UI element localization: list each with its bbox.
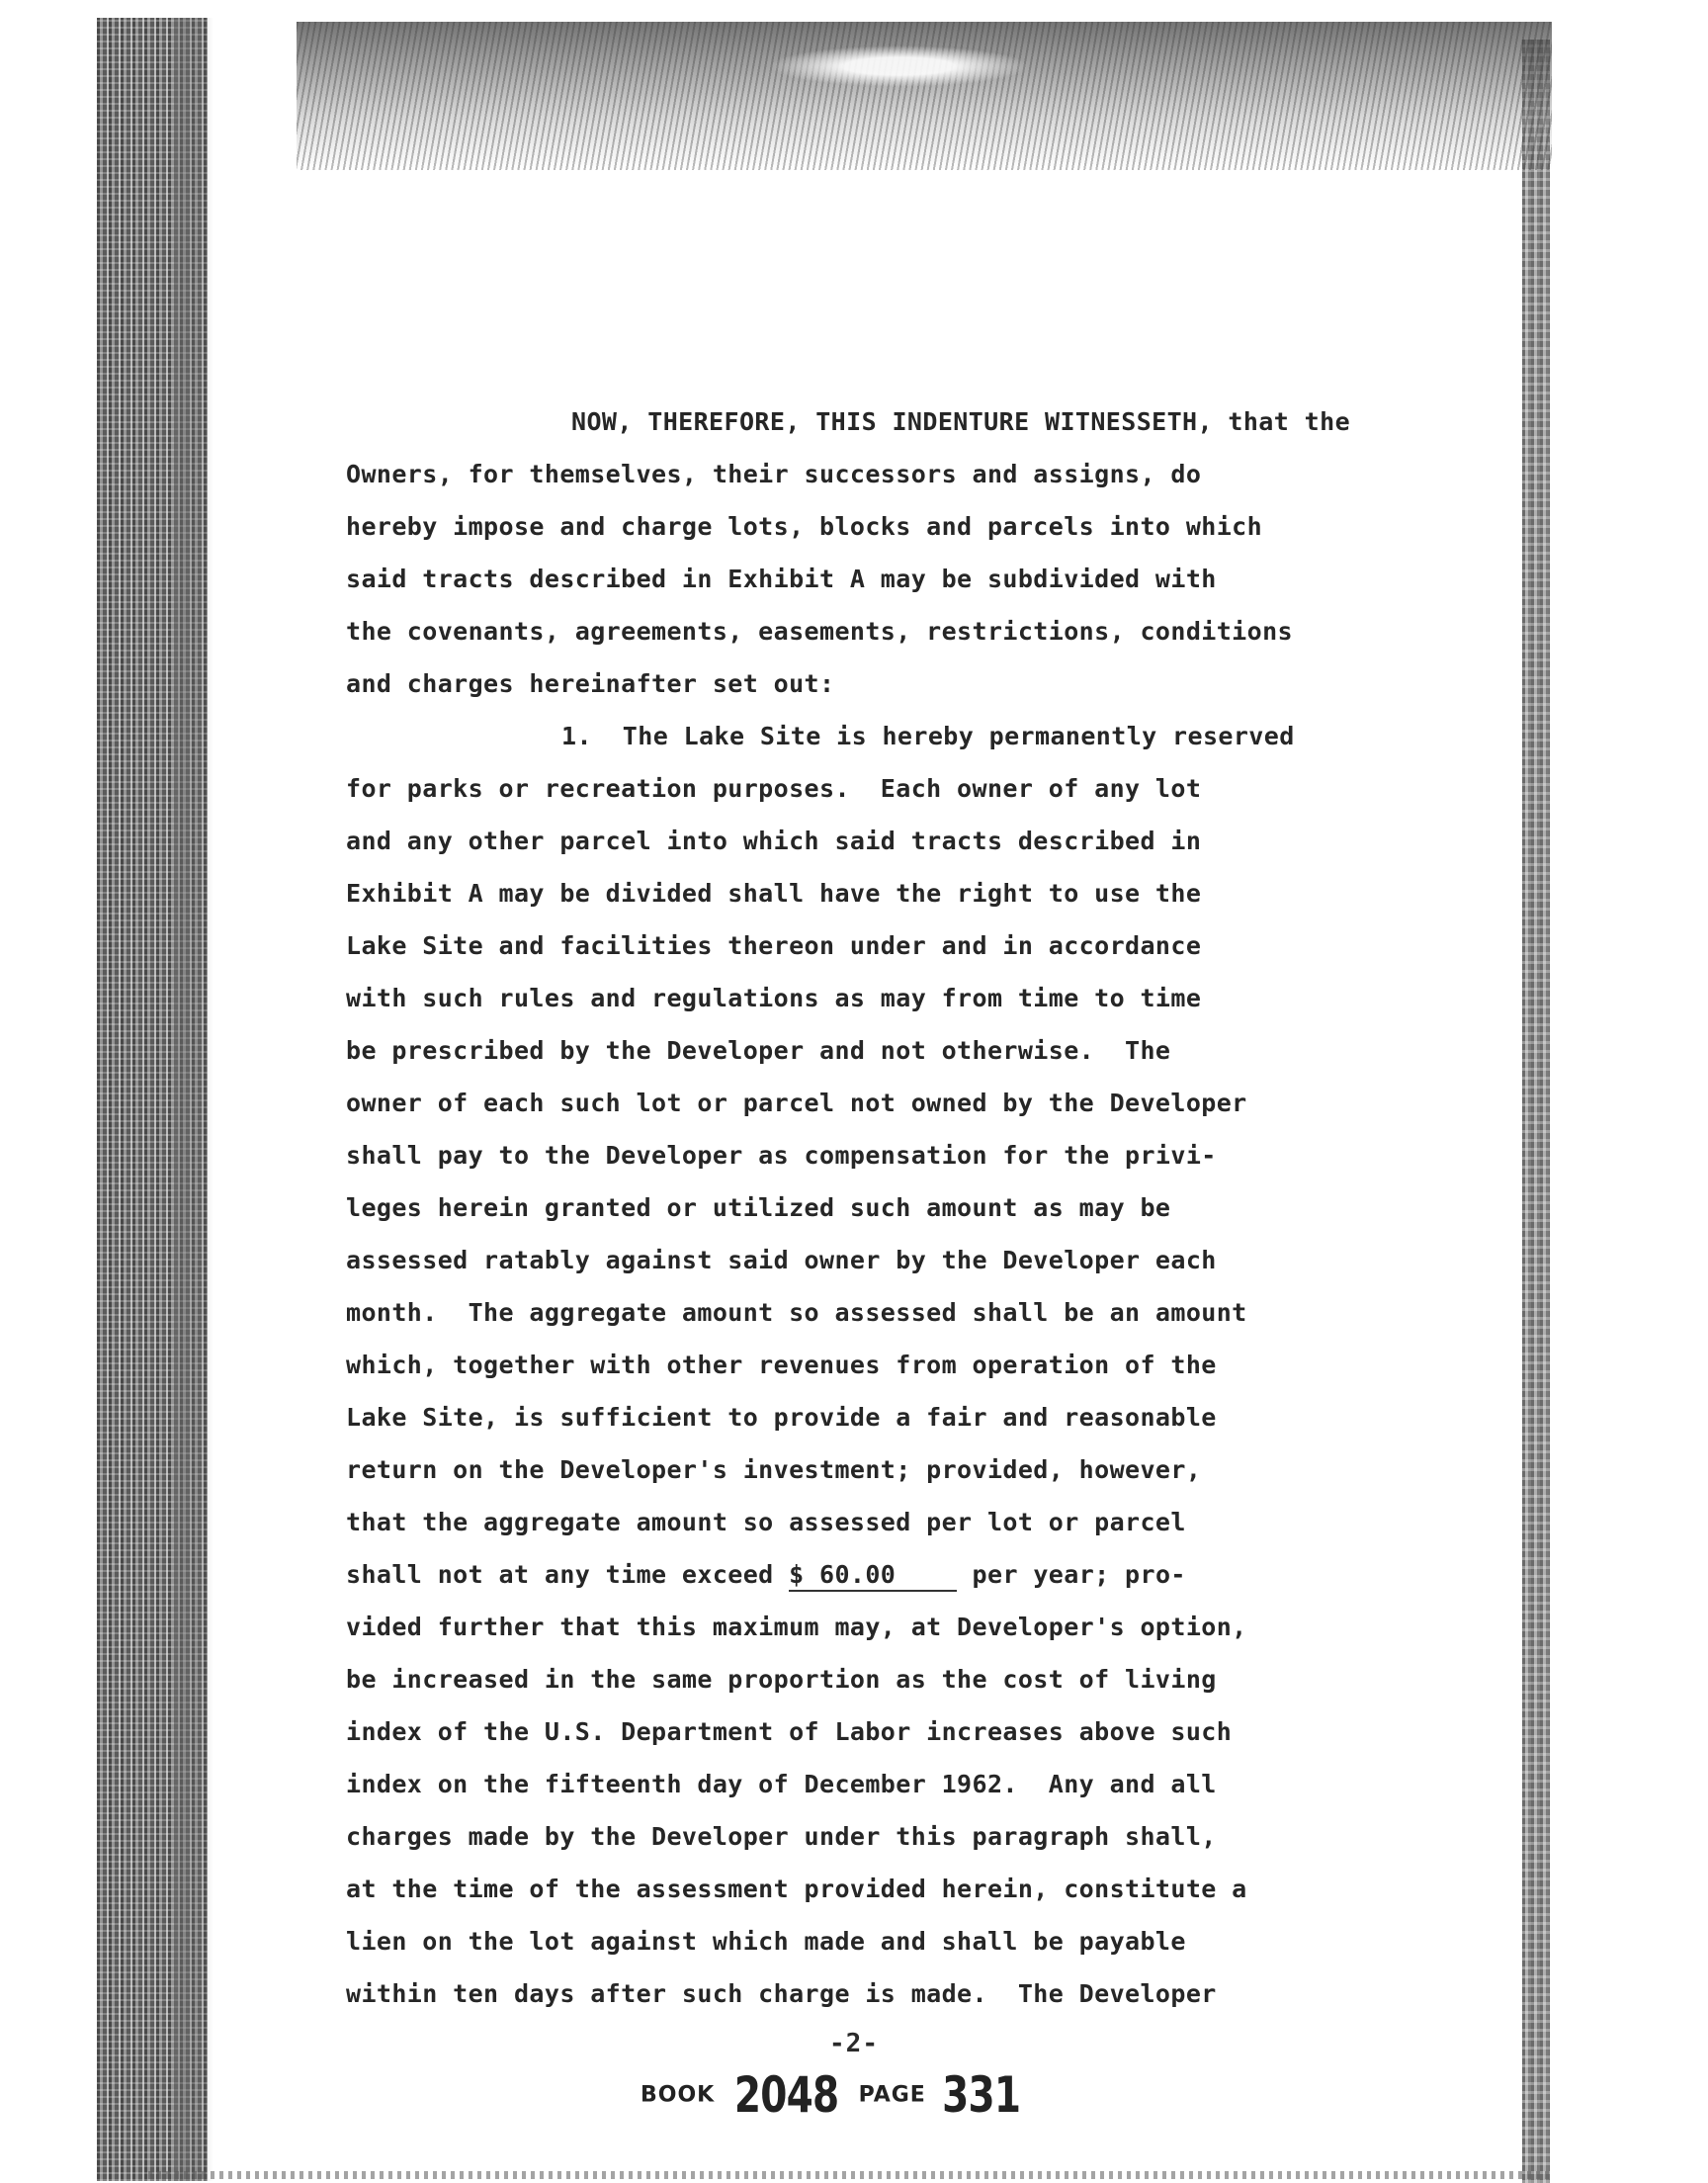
text-line: NOW, THEREFORE, THIS INDENTURE WITNESSETH, that the — [571, 407, 1351, 436]
scan-bottom-artifact — [148, 2171, 1552, 2179]
paragraph-1-start: 1. The Lake Site is hereby permanently reserved — [561, 722, 1295, 750]
text-line: which, together with other revenues from operation of the — [346, 1351, 1217, 1379]
text-line: with such rules and regulations as may from time to time — [346, 984, 1202, 1012]
text-line: hereby impose and charge lots, blocks and parcels into which — [346, 512, 1263, 541]
text-line: lien on the lot against which made and shall be payable — [346, 1927, 1186, 1956]
amount-line-after: per year; pro- — [957, 1560, 1186, 1589]
stamp-book-label: BOOK — [640, 2082, 716, 2108]
book-page-stamp — [640, 2066, 1031, 2124]
amount-line — [346, 1548, 1453, 1601]
text-line: month. The aggregate amount so assessed shall be an amount — [346, 1298, 1247, 1327]
text-line: Exhibit A may be divided shall have the right to use the — [346, 879, 1202, 908]
text-line: and any other parcel into which said tracts described in — [346, 827, 1202, 855]
text-line: Lake Site, is sufficient to provide a fair and reasonable — [346, 1403, 1217, 1432]
amount-line-before: shall not at any time exceed — [346, 1560, 790, 1589]
text-line: within ten days after such charge is made. The Developer — [346, 1979, 1217, 2008]
text-line: Owners, for themselves, their successors and assigns, do — [346, 460, 1202, 488]
stamp-page-value: 331 — [942, 2066, 1021, 2124]
page-number: -2- — [829, 2029, 879, 2058]
scan-top-artifact — [297, 22, 1552, 170]
text-line: that the aggregate amount so assessed per lot or parcel — [346, 1508, 1186, 1536]
scan-right-edge — [1522, 40, 1550, 2183]
text-line: index on the fifteenth day of December 1962. Any and all — [346, 1770, 1217, 1798]
text-line: and charges hereinafter set out: — [346, 669, 835, 698]
text-line: owner of each such lot or parcel not owned by the Developer — [346, 1089, 1247, 1117]
text-line: the covenants, agreements, easements, restrictions, conditions — [346, 617, 1293, 646]
text-line: Lake Site and facilities thereon under and in accordance — [346, 931, 1202, 960]
text-line: at the time of the assessment provided herein, constitute a — [346, 1875, 1247, 1903]
text-line: said tracts described in Exhibit A may be subdivided with — [346, 565, 1217, 593]
scan-left-shadow — [174, 18, 214, 2181]
text-line: for parks or recreation purposes. Each owner of any lot — [346, 774, 1202, 803]
text-line: leges herein granted or utilized such amount as may be — [346, 1193, 1171, 1222]
text-line: vided further that this maximum may, at Developer's option, — [346, 1613, 1247, 1641]
text-line: be prescribed by the Developer and not otherwise. The — [346, 1036, 1171, 1065]
text-line: return on the Developer's investment; provided, however, — [346, 1455, 1202, 1484]
document-body — [346, 395, 1453, 2020]
text-line: charges made by the Developer under this paragraph shall, — [346, 1822, 1217, 1851]
text-line: index of the U.S. Department of Labor increases above such — [346, 1717, 1233, 1746]
assessment-amount: $ 60.00 — [789, 1560, 957, 1592]
text-line: be increased in the same proportion as the cost of living — [346, 1665, 1217, 1694]
stamp-book-number: 2048 — [734, 2066, 839, 2124]
text-line: assessed ratably against said owner by the Developer each — [346, 1246, 1217, 1274]
text-line: shall pay to the Developer as compensation for the privi- — [346, 1141, 1217, 1170]
stamp-page-label: PAGE — [858, 2082, 926, 2108]
